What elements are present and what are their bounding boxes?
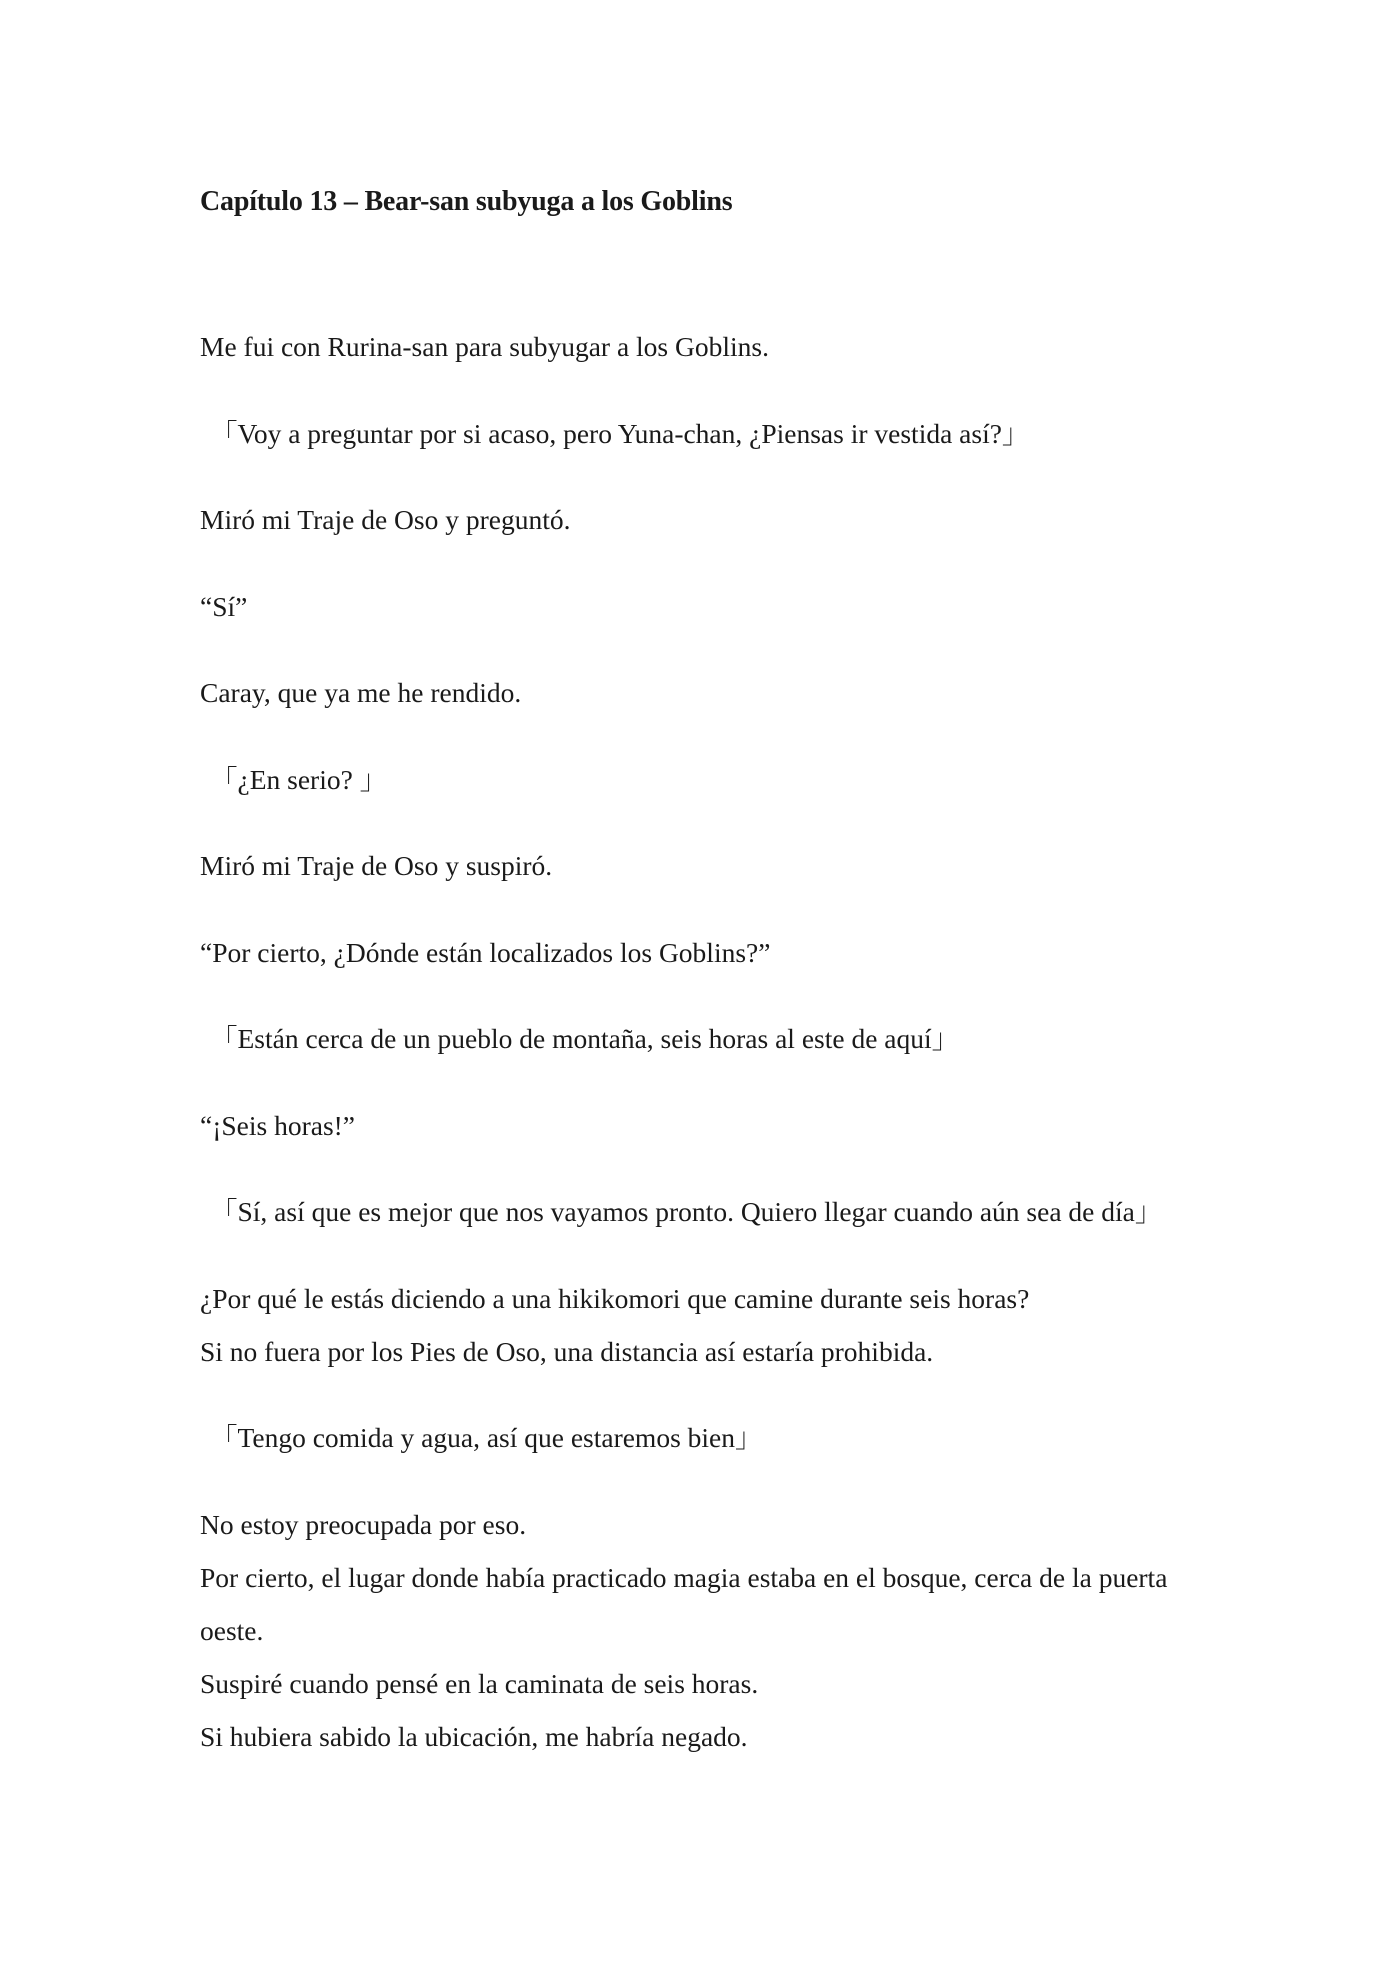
paragraph-8: “Por cierto, ¿Dónde están localizados los Goblins?” bbox=[200, 936, 771, 968]
paragraph-10: “¡Seis horas!” bbox=[200, 1109, 356, 1141]
paragraph-13: 「Tengo comida y agua, así que estaremos bien」 bbox=[210, 1422, 763, 1453]
paragraph-6: 「¿En serio? 」 bbox=[210, 763, 388, 795]
paragraph-4: “Sí” bbox=[200, 590, 248, 622]
paragraph-2: 「Voy a preguntar por si acaso, pero Yuna-chan, ¿Piensas ir vestida así?」 bbox=[210, 417, 1030, 449]
paragraph-3: Miró mi Traje de Oso y preguntó. bbox=[200, 504, 571, 535]
chapter-title: Capítulo 13 – Bear-san subyuga a los Goblins bbox=[200, 186, 733, 217]
paragraph-1: Me fui con Rurina-san para subyugar a los Goblins. bbox=[200, 331, 769, 362]
paragraph-14: No estoy preocupada por eso. Por cierto, el lugar donde había practicado magia estaba en el bosque, cerca de la puerta oeste. Suspiré cuando pensé en la caminata de seis horas. Si hubiera sabido la ubicación, me habría negado. bbox=[200, 1508, 1168, 1752]
paragraph-9: 「Están cerca de un pueblo de montaña, seis horas al este de aquí」 bbox=[210, 1023, 960, 1054]
paragraph-12: ¿Por qué le estás diciendo a una hikikomori que camine durante seis horas? Si no fuera por los Pies de Oso, una distancia así estaría prohibida. bbox=[200, 1282, 1030, 1367]
paragraph-7: Miró mi Traje de Oso y suspiró. bbox=[200, 850, 553, 881]
text-column bbox=[200, 180, 1200, 1796]
paragraph-5: Caray, que ya me he rendido. bbox=[200, 677, 522, 708]
paragraph-11: 「Sí, así que es mejor que nos vayamos pronto. Quiero llegar cuando aún sea de día」 bbox=[210, 1196, 1163, 1227]
